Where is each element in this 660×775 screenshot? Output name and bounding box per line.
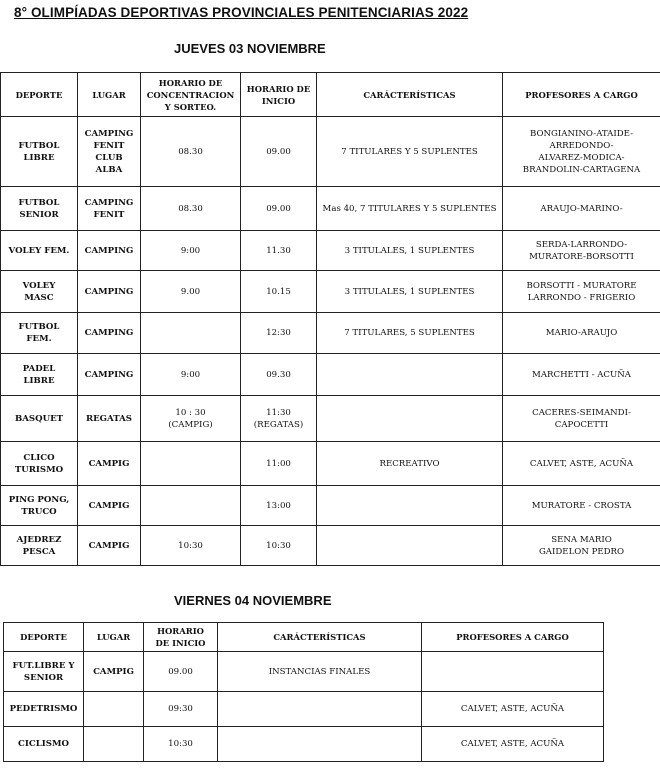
cell-deporte: FUTBOL SENIOR <box>1 187 78 231</box>
cell-deporte: VOLEY MASC <box>1 271 78 313</box>
cell-concentracion: 08.30 <box>141 187 241 231</box>
day1-heading: JUEVES 03 NOVIEMBRE <box>174 41 326 56</box>
cell-concentracion <box>141 442 241 486</box>
cell-caracteristicas <box>317 486 503 526</box>
cell-deporte: PADEL LIBRE <box>1 354 78 396</box>
table-row <box>4 652 604 692</box>
cell-caracteristicas <box>218 692 422 727</box>
cell-profesores: SERDA-LARRONDO- MURATORE-BORSOTTI <box>503 231 660 271</box>
cell-concentracion: 10:30 <box>141 526 241 566</box>
table-header-row <box>4 623 604 652</box>
header-deporte: DEPORTE <box>1 73 78 117</box>
cell-deporte: CICLISMO <box>4 727 84 762</box>
cell-caracteristicas: Mas 40, 7 TITULARES Y 5 SUPLENTES <box>317 187 503 231</box>
cell-caracteristicas: 7 TITULARES, 5 SUPLENTES <box>317 313 503 354</box>
table-row <box>1 187 660 231</box>
cell-inicio: 12:30 <box>241 313 317 354</box>
cell-concentracion: 9:00 <box>141 354 241 396</box>
day2-heading: VIERNES 04 NOVIEMBRE <box>174 593 332 608</box>
cell-deporte: FUTBOL FEM. <box>1 313 78 354</box>
header-profesores: PROFESORES A CARGO <box>422 623 604 652</box>
cell-caracteristicas: RECREATIVO <box>317 442 503 486</box>
cell-deporte: VOLEY FEM. <box>1 231 78 271</box>
table-row <box>1 526 660 566</box>
cell-inicio: 10:30 <box>241 526 317 566</box>
cell-profesores <box>422 652 604 692</box>
header-inicio: HORARIO DE INICIO <box>144 623 218 652</box>
cell-deporte: PING PONG, TRUCO <box>1 486 78 526</box>
cell-inicio: 13:00 <box>241 486 317 526</box>
table-row <box>1 117 660 187</box>
header-deporte: DEPORTE <box>4 623 84 652</box>
cell-profesores: MARCHETTI - ACUÑA <box>503 354 660 396</box>
cell-inicio: 09.30 <box>241 354 317 396</box>
cell-caracteristicas <box>317 354 503 396</box>
header-caracteristicas: CARÁCTERÍSTICAS <box>218 623 422 652</box>
cell-profesores: BONGIANINO-ATAIDE- ARREDONDO- ALVAREZ-MODICA- BRANDOLIN-CARTAGENA <box>503 117 660 187</box>
table-row <box>4 692 604 727</box>
day1-schedule-table <box>0 72 660 566</box>
table-row <box>1 231 660 271</box>
cell-caracteristicas: 3 TITULALES, 1 SUPLENTES <box>317 271 503 313</box>
header-lugar: LUGAR <box>84 623 144 652</box>
cell-caracteristicas <box>317 396 503 442</box>
cell-lugar: CAMPIG <box>78 442 141 486</box>
header-caracteristicas: CARÁCTERÍSTICAS <box>317 73 503 117</box>
cell-profesores: BORSOTTI - MURATORE LARRONDO - FRIGERIO <box>503 271 660 313</box>
table-row <box>1 442 660 486</box>
cell-concentracion: 9.00 <box>141 271 241 313</box>
cell-concentracion: 9:00 <box>141 231 241 271</box>
cell-inicio: 09.00 <box>144 652 218 692</box>
cell-lugar: CAMPIG <box>78 526 141 566</box>
cell-inicio: 11:30 (REGATAS) <box>241 396 317 442</box>
cell-lugar: CAMPING FENIT <box>78 187 141 231</box>
cell-profesores: MURATORE - CROSTA <box>503 486 660 526</box>
header-lugar: LUGAR <box>78 73 141 117</box>
cell-deporte: CLICO TURISMO <box>1 442 78 486</box>
table-header-row <box>1 73 660 117</box>
cell-lugar: CAMPING FENIT CLUB ALBA <box>78 117 141 187</box>
cell-inicio: 10:30 <box>144 727 218 762</box>
table-row <box>1 396 660 442</box>
cell-inicio: 10.15 <box>241 271 317 313</box>
cell-lugar: REGATAS <box>78 396 141 442</box>
cell-deporte: BASQUET <box>1 396 78 442</box>
cell-lugar: CAMPIG <box>84 652 144 692</box>
header-profesores: PROFESORES A CARGO <box>503 73 660 117</box>
cell-deporte: PEDETRISMO <box>4 692 84 727</box>
cell-lugar <box>84 727 144 762</box>
header-concentracion: HORARIO DE CONCENTRACION Y SORTEO. <box>141 73 241 117</box>
cell-lugar: CAMPING <box>78 313 141 354</box>
cell-lugar <box>84 692 144 727</box>
cell-profesores: SENA MARIO GAIDELON PEDRO <box>503 526 660 566</box>
cell-concentracion: 10 : 30 (CAMPIG) <box>141 396 241 442</box>
cell-concentracion: 08.30 <box>141 117 241 187</box>
cell-caracteristicas: 7 TITULARES Y 5 SUPLENTES <box>317 117 503 187</box>
table-row <box>1 313 660 354</box>
cell-profesores: MARIO-ARAUJO <box>503 313 660 354</box>
cell-profesores: CALVET, ASTE, ACUÑA <box>422 692 604 727</box>
cell-lugar: CAMPING <box>78 354 141 396</box>
cell-profesores: CALVET, ASTE, ACUÑA <box>503 442 660 486</box>
cell-caracteristicas: INSTANCIAS FINALES <box>218 652 422 692</box>
cell-caracteristicas <box>218 727 422 762</box>
cell-inicio: 09.00 <box>241 187 317 231</box>
table-row <box>1 486 660 526</box>
cell-profesores: ARAUJO-MARINO- <box>503 187 660 231</box>
cell-lugar: CAMPING <box>78 271 141 313</box>
cell-lugar: CAMPIG <box>78 486 141 526</box>
cell-concentracion <box>141 486 241 526</box>
cell-caracteristicas <box>317 526 503 566</box>
cell-lugar: CAMPING <box>78 231 141 271</box>
table-row <box>4 727 604 762</box>
document-title: 8° OLIMPÍADAS DEPORTIVAS PROVINCIALES PENITENCIARIAS 2022 <box>14 5 469 20</box>
cell-inicio: 09:30 <box>144 692 218 727</box>
cell-deporte: FUT.LIBRE Y SENIOR <box>4 652 84 692</box>
day2-schedule-table <box>3 622 604 762</box>
table-row <box>1 354 660 396</box>
cell-inicio: 11:00 <box>241 442 317 486</box>
table-row <box>1 271 660 313</box>
cell-profesores: CALVET, ASTE, ACUÑA <box>422 727 604 762</box>
cell-profesores: CACERES-SEIMANDI- CAPOCETTI <box>503 396 660 442</box>
cell-concentracion <box>141 313 241 354</box>
cell-caracteristicas: 3 TITULALES, 1 SUPLENTES <box>317 231 503 271</box>
cell-deporte: FUTBOL LIBRE <box>1 117 78 187</box>
cell-deporte: AJEDREZ PESCA <box>1 526 78 566</box>
header-inicio: HORARIO DE INICIO <box>241 73 317 117</box>
cell-inicio: 11.30 <box>241 231 317 271</box>
cell-inicio: 09.00 <box>241 117 317 187</box>
